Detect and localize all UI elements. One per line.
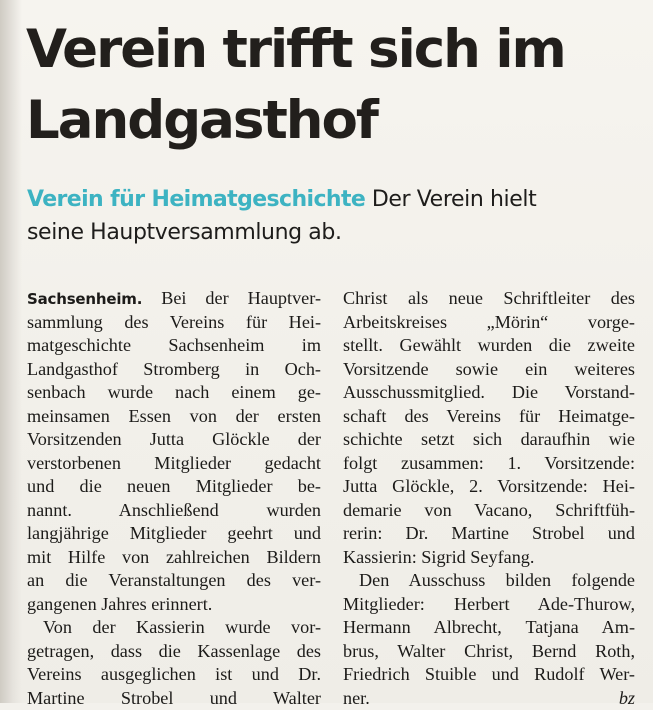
body-line: Kassierin: Sigrid Seyfang. [343,546,635,570]
body-line: an die Veranstaltungen des ver- [27,569,321,593]
subheadline-text: Der Verein hielt [372,187,536,212]
body-line: Jutta Glöckle, 2. Vorsitzende: Hei- [343,475,635,499]
body-text: Bei der Hauptver- [161,288,321,308]
body-line: Ausschussmitglied. Die Vorstand- [343,381,635,405]
body-line: Arbeitskreises „Mörin“ vorge- [343,311,635,335]
body-line: senbach wurde nach einem ge- [27,381,321,405]
headline-line: Verein trifft sich im [26,14,646,85]
body-line: Hermann Albrecht, Tatjana Am- [343,616,635,640]
article-column-left [27,287,321,710]
body-line: Vereins ausgeglichen ist und Dr. [27,663,321,687]
body-line: Martine Strobel und Walter [27,687,321,710]
body-line: Den Ausschuss bilden folgende [343,569,635,593]
body-line: Landgasthof Stromberg in Och- [27,358,321,382]
body-line: demarie von Vacano, Schriftfüh- [343,499,635,523]
body-line: Vorsitzenden Jutta Glöckle der [27,428,321,452]
body-line: sammlung des Vereins für Hei- [27,311,321,335]
body-line: mit Hilfe von zahlreichen Bildern [27,546,321,570]
article-column-right [343,287,635,710]
subheadline-kicker: Verein für Heimatgeschichte [27,187,365,212]
body-line: getragen, dass die Kassenlage des [27,640,321,664]
body-line: folgt zusammen: 1. Vorsitzende: [343,452,635,476]
body-line-final [343,687,635,710]
page-edge-shadow [0,0,22,703]
body-line: nannt. Anschließend wurden [27,499,321,523]
article-headline [26,14,646,156]
body-text: ner. [343,688,370,708]
body-line: schaft des Vereins für Heimatge- [343,405,635,429]
body-line: rerin: Dr. Martine Strobel und [343,522,635,546]
body-line: Vorsitzende sowie ein weiteres [343,358,635,382]
body-line: brus, Walter Christ, Bernd Roth, [343,640,635,664]
body-line: meinsamen Essen von der ersten [27,405,321,429]
dateline: Sachsenheim. [27,290,142,308]
body-line: Christ als neue Schriftleiter des [343,287,635,311]
body-line: Von der Kassierin wurde vor- [27,616,321,640]
body-line [27,287,321,311]
body-line: Friedrich Stuible und Rudolf Wer- [343,663,635,687]
body-line: matgeschichte Sachsenheim im [27,334,321,358]
subheadline-text: seine Hauptversammlung ab. [27,220,342,245]
headline-line: Landgasthof [26,85,646,156]
body-line: langjährige Mitglieder geehrt und [27,522,321,546]
body-line: Mitglieder: Herbert Ade-Thurow, [343,593,635,617]
article-subheadline [27,183,642,249]
body-line: gangenen Jahres erinnert. [27,593,321,617]
body-line: schichte setzt sich daraufhin wie [343,428,635,452]
author-signoff: bz [619,687,635,710]
body-line: stellt. Gewählt wurden die zweite [343,334,635,358]
body-line: verstorbenen Mitglieder gedacht [27,452,321,476]
body-line: und die neuen Mitglieder be- [27,475,321,499]
